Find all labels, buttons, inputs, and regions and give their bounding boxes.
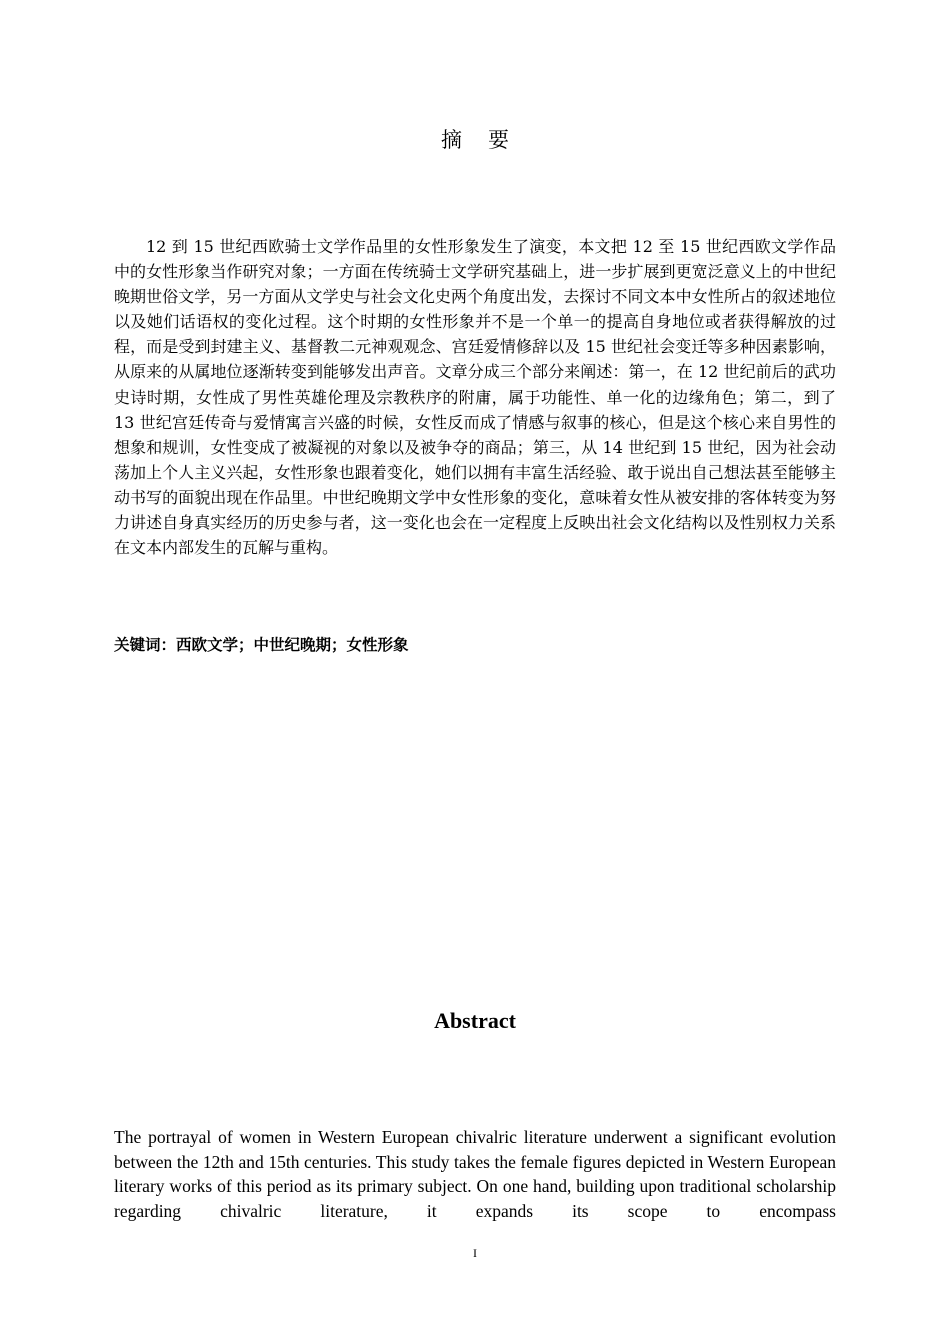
english-abstract-title: Abstract [434,1008,516,1033]
english-abstract-body: The portrayal of women in Western European chivalric literature underwent a significant evolution between the 12th and 15th centuries. This study takes the female figures depicted in Western European literary works of this period as its primary subject. On one hand, building upon traditional scholarship regarding chivalric literature, it expands its scope to encompass [114,1127,836,1221]
chinese-abstract-title: 摘要 [441,128,535,152]
keywords-line: 关键词：西欧文学；中世纪晚期；女性形象 [114,636,409,654]
chinese-abstract-body: 12 到 15 世纪西欧骑士文学作品里的女性形象发生了演变，本文把 12 至 15 世纪西欧文学作品中的女性形象当作研究对象；一方面在传统骑士文学研究基础上，进一步扩展到更宽泛意义上的中世纪晚期世俗文学，另一方面从文学史与社会文化史两个角度出发，去探讨不同文本中女性所占的叙述地位以及她们话语权的变化过程。这个时期的女性形象并不是一个单一的提高自身地位或者获得解放的过程，而是受到封建主义、基督教二元神观观念、宫廷爱情修辞以及 15 世纪社会变迁等多种因素影响，从原来的从属地位逐渐转变到能够发出声音。文章分成三个部分来阐述：第一，在 12 世纪前后的武功史诗时期，女性成了男性英雄伦理及宗教秩序的附庸，属于功能性、单一化的边缘角色；第二，到了 13 世纪宫廷传奇与爱情寓言兴盛的时候，女性反而成了情感与叙事的核心，但是这个核心来自男性的想象和规训，女性变成了被凝视的对象以及被争夺的商品；第三，从 14 世纪到 15 世纪，因为社会动荡加上个人主义兴起，女性形象也跟着变化，她们以拥有丰富生活经验、敢于说出自己想法甚至能够主动书写的面貌出现在作品里。中世纪晚期文学中女性形象的变化，意味着女性从被安排的客体转变为努力讲述自身真实经历的历史参与者，这一变化也会在一定程度上反映出社会文化结构以及性别权力关系在文本内部发生的瓦解与重构。 [114,237,836,558]
page-number: I [473,1246,477,1260]
